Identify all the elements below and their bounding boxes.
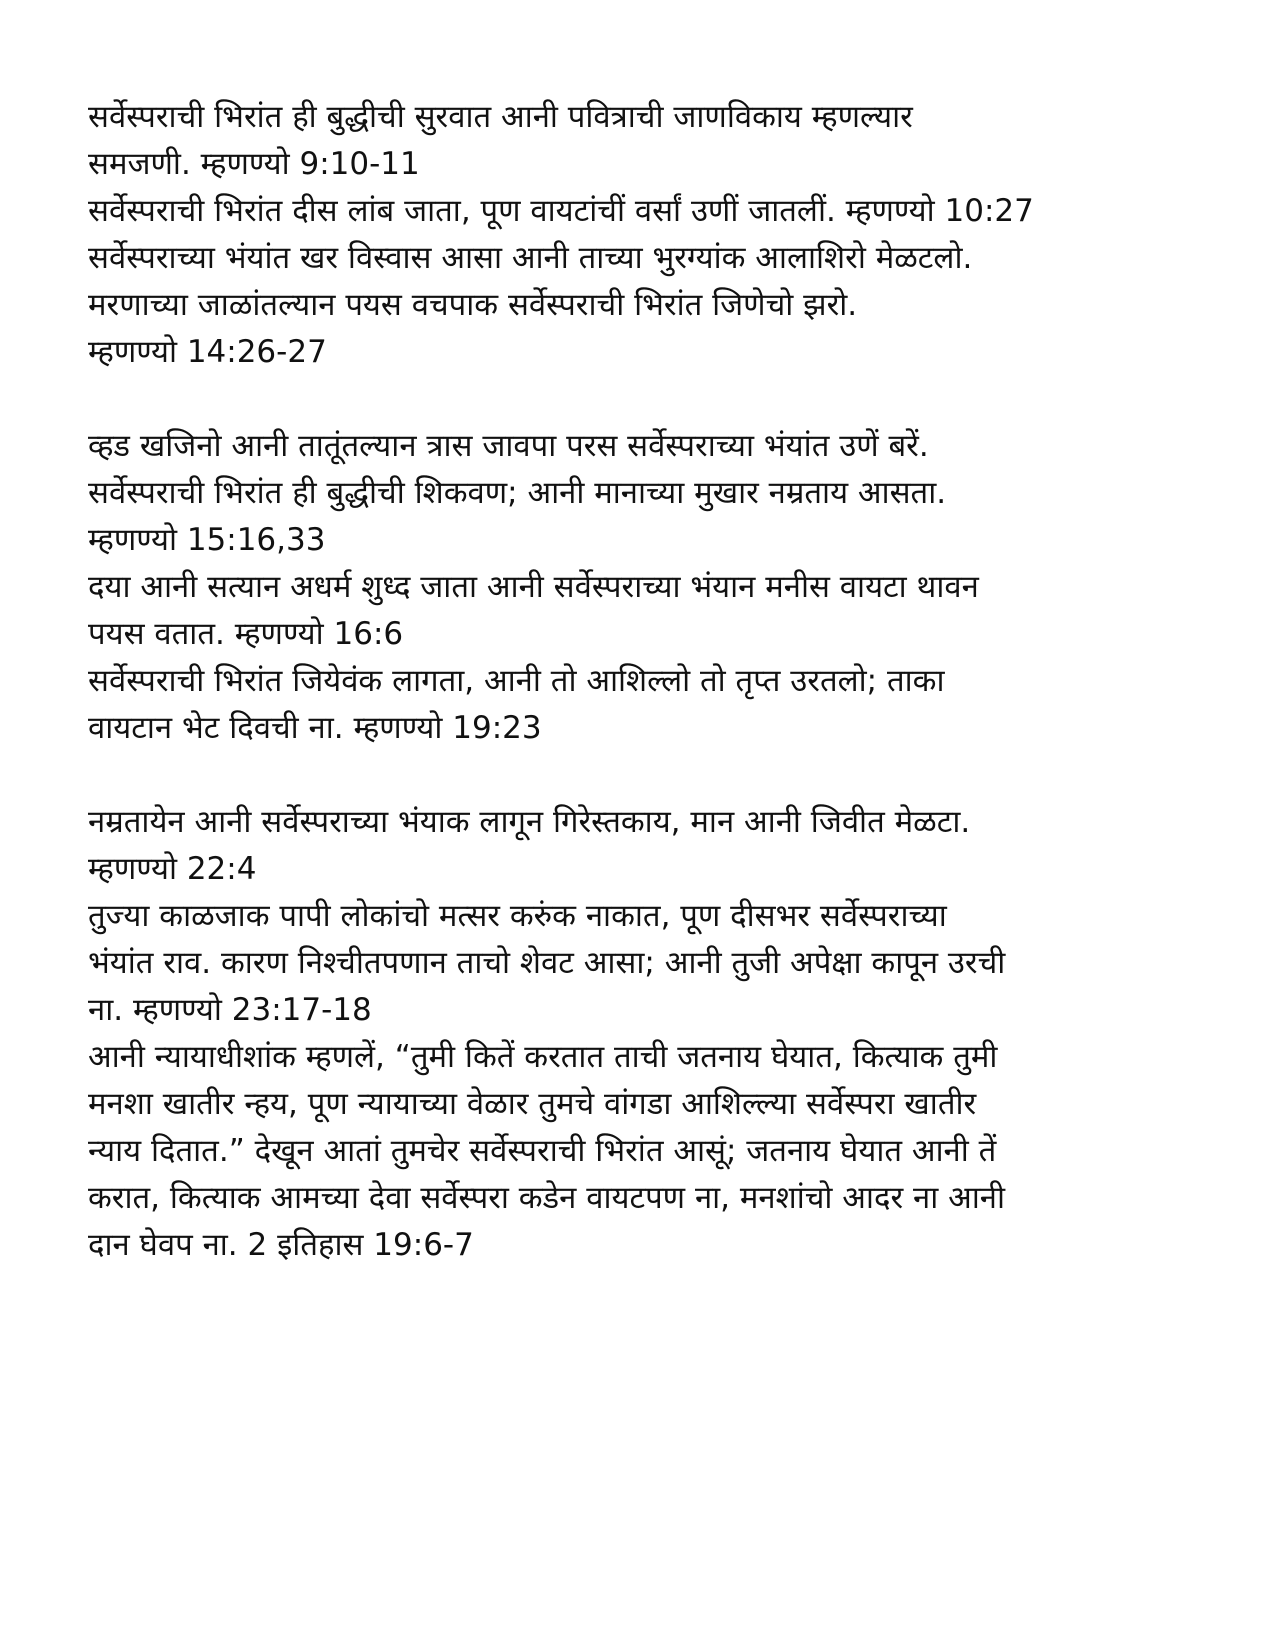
text-line: म्हणण्यो 15:16,33 <box>88 522 326 558</box>
text-line: ना. म्हणण्यो 23:17-18 <box>88 992 372 1028</box>
text-line: वायटान भेट दिवची ना. म्हणण्यो 19:23 <box>88 710 542 746</box>
text-line: व्हड खजिनो आनी तातूंतल्यान त्रास जावपा परस सर्वेस्पराच्या भंयांत उणें बरें. <box>88 428 929 464</box>
scripture-text-page <box>88 94 1208 1316</box>
text-line: सर्वेस्पराची भिरांत दीस लांब जाता, पूण वायटांचीं वर्सां उणीं जातलीं. म्हणण्यो 10:27 <box>88 193 1034 229</box>
text-line: सर्वेस्पराची भिरांत जियेवंक लागता, आनी तो आशिल्लो तो तृप्त उरतलो; ताका <box>88 663 945 699</box>
text-line: मरणाच्या जाळांतल्यान पयस वचपाक सर्वेस्पराची भिरांत जिणेचो झरो. <box>88 287 858 323</box>
text-line: दान घेवप ना. 2 इतिहास 19:6-7 <box>88 1227 474 1263</box>
paragraph-3 <box>88 799 1208 1269</box>
text-line: नम्रतायेन आनी सर्वेस्पराच्या भंयाक लागून गिरेस्तकाय, मान आनी जिवीत मेळटा. <box>88 804 971 840</box>
text-line: भंयांत राव. कारण निश्चीतपणान ताचो शेवट आसा; आनी तुजी अपेक्षा कापून उरची <box>88 945 1006 981</box>
text-line: मनशा खातीर न्हय, पूण न्यायाच्या वेळार तुमचे वांगडा आशिल्ल्या सर्वेस्परा खातीर <box>88 1086 977 1122</box>
text-line: म्हणण्यो 22:4 <box>88 851 257 887</box>
text-line: सर्वेस्पराची भिरांत ही बुद्धीची शिकवण; आनी मानाच्या मुखार नम्रताय आसता. <box>88 475 947 511</box>
text-line: आनी न्यायाधीशांक म्हणलें, “तुमी कितें करतात ताची जतनाय घेयात, कित्याक तुमी <box>88 1039 998 1075</box>
text-line: समजणी. म्हणण्यो 9:10-11 <box>88 146 420 182</box>
text-line: पयस वतात. म्हणण्यो 16:6 <box>88 616 404 652</box>
text-line: सर्वेस्पराच्या भंयांत खर विस्वास आसा आनी ताच्या भुरग्यांक आलाशिरो मेळटलो. <box>88 240 973 276</box>
text-line: दया आनी सत्यान अधर्म शुध्द जाता आनी सर्वेस्पराच्या भंयान मनीस वायटा थावन <box>88 569 979 605</box>
paragraph-1 <box>88 94 1208 376</box>
text-line: करात, कित्याक आमच्या देवा सर्वेस्परा कडेन वायटपण ना, मनशांचो आदर ना आनी <box>88 1180 1005 1216</box>
text-line: तुज्या काळजाक पापी लोकांचो मत्सर करुंक नाकात, पूण दीसभर सर्वेस्पराच्या <box>88 898 947 934</box>
text-line: न्याय दितात.” देखून आतां तुमचेर सर्वेस्पराची भिरांत आसूं; जतनाय घेयात आनी तें <box>88 1133 997 1169</box>
text-line: म्हणण्यो 14:26-27 <box>88 334 327 370</box>
text-line: सर्वेस्पराची भिरांत ही बुद्धीची सुरवात आनी पवित्राची जाणविकाय म्हणल्यार <box>88 99 913 135</box>
paragraph-2 <box>88 423 1208 752</box>
